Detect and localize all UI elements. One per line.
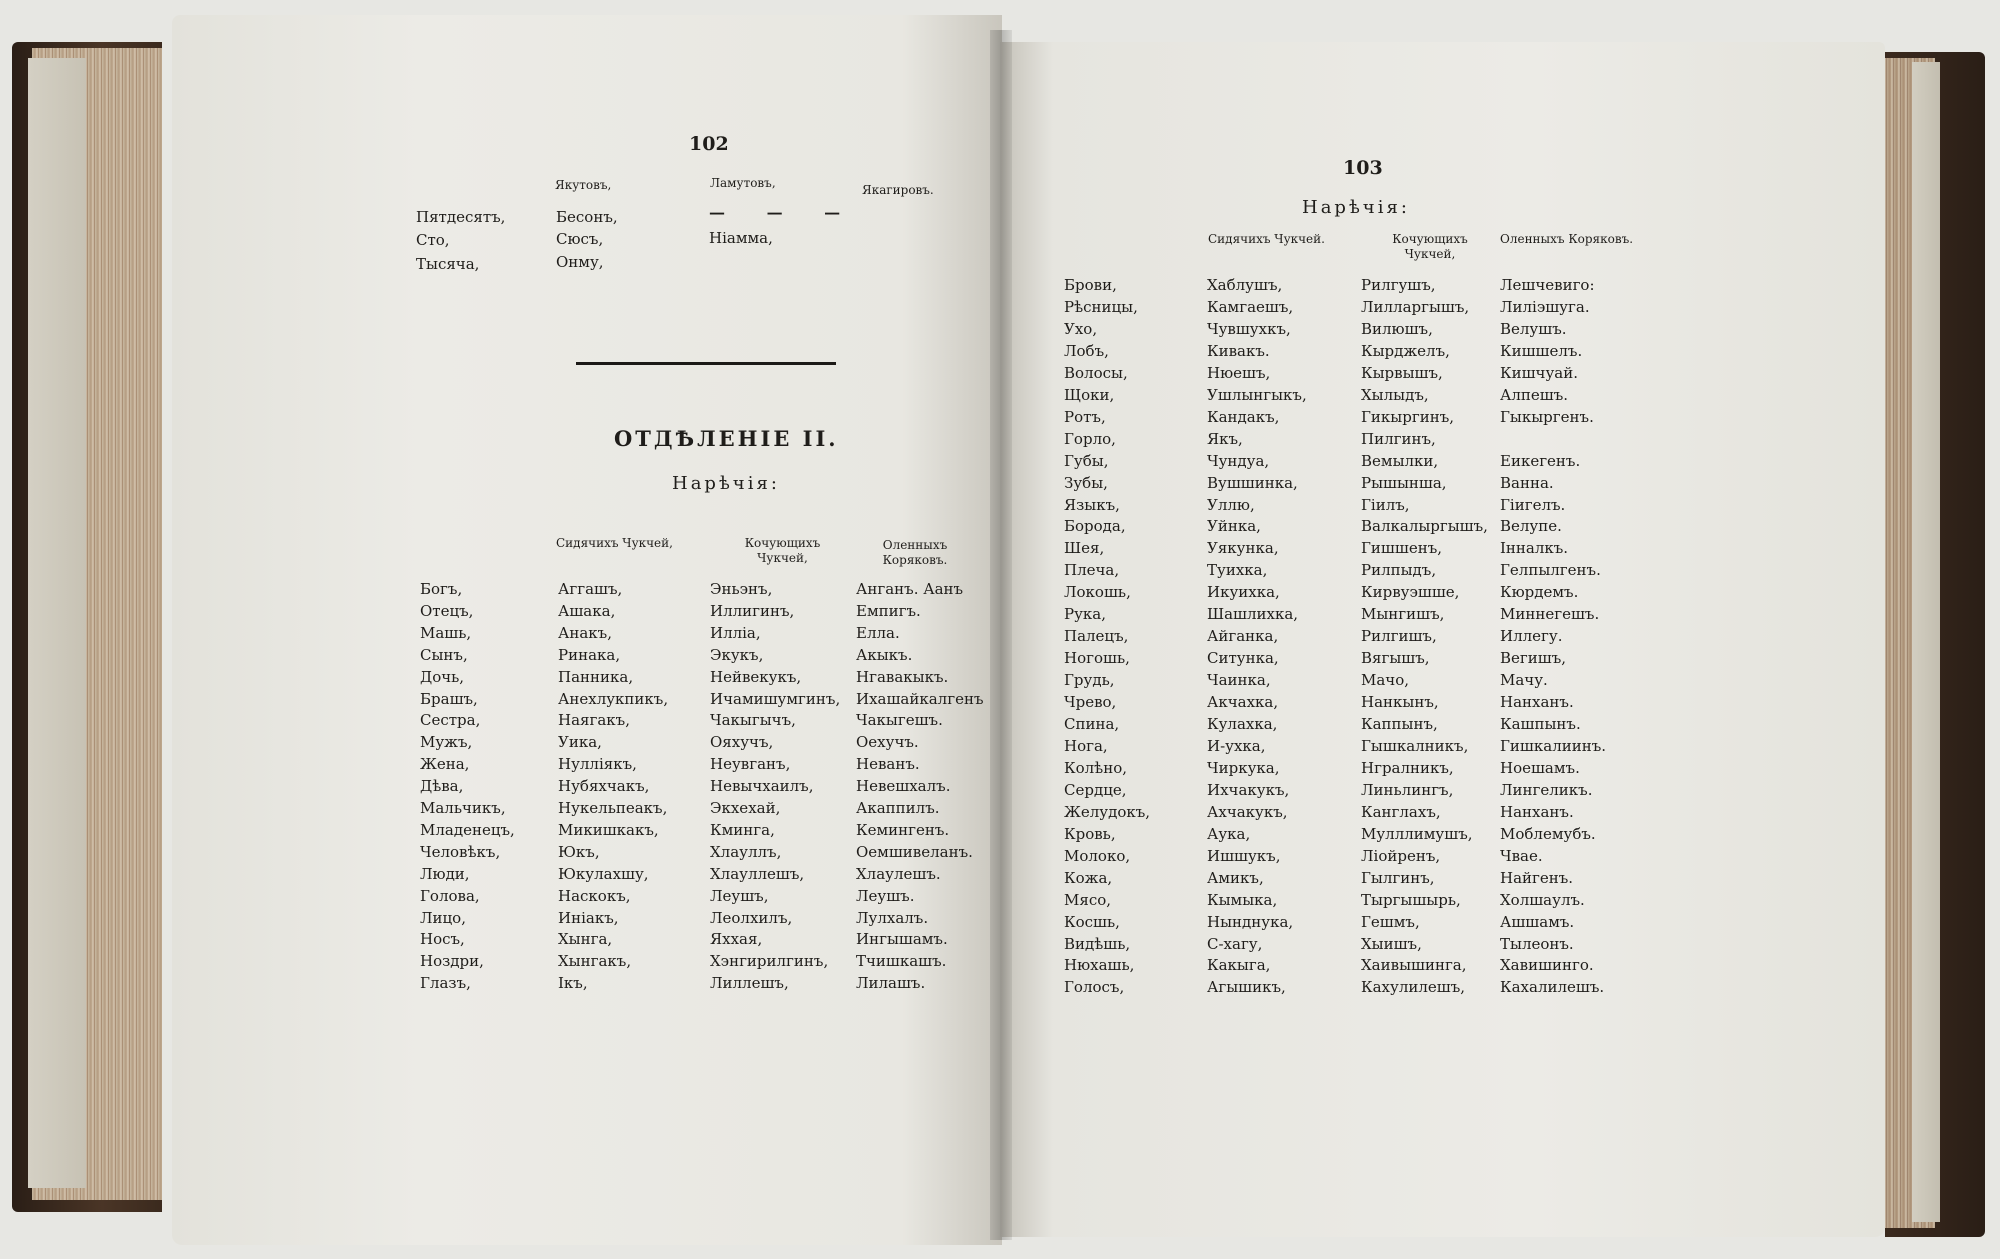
left-row-translation-3: Елла.	[856, 623, 900, 642]
left-row-word: Люди,	[420, 864, 470, 883]
left-subtitle: Нарѣчія:	[672, 473, 780, 494]
left-row-translation-3: Тчишкашъ.	[856, 952, 947, 971]
left-row-translation-3: Леушъ.	[856, 886, 915, 905]
right-row-word: Голосъ,	[1064, 978, 1125, 997]
right-row-translation-3: Гелпылгенъ.	[1500, 561, 1601, 580]
left-row-translation-1: Нубяхчакъ,	[558, 777, 650, 796]
right-row-word: Нога,	[1064, 736, 1108, 755]
right-row-translation-3: Інналкъ.	[1500, 539, 1569, 558]
left-top-header-3: Якагировъ.	[862, 183, 934, 197]
right-row-translation-3: Алпешъ.	[1500, 385, 1569, 404]
right-row-translation-2: Тыргышырь,	[1361, 890, 1461, 909]
right-row-word: Локошь,	[1064, 583, 1131, 602]
left-row-translation-1: Юкулахшу,	[558, 864, 649, 883]
left-row-word: Младенецъ,	[420, 820, 515, 839]
right-row-translation-2: Пилгинъ,	[1361, 429, 1436, 448]
right-row-translation-3: Кахалилешъ.	[1500, 978, 1605, 997]
left-row-word: Богъ,	[420, 580, 463, 598]
top-row-word: Пятдесятъ,	[416, 208, 506, 226]
left-row-translation-2: Леушъ,	[710, 886, 769, 905]
right-row-translation-1: Шашлихка,	[1207, 605, 1299, 624]
right-row-translation-1: Ихчакукъ,	[1207, 780, 1290, 799]
right-col-header-1: Сидячихъ Чукчей.	[1208, 232, 1325, 246]
left-row-word: Носъ,	[420, 930, 465, 949]
right-row-translation-3: Иллегу.	[1500, 627, 1563, 646]
top-row-c1: Бесонъ,	[556, 208, 618, 226]
left-row-translation-2: Илліа,	[710, 623, 761, 642]
right-row-translation-1: Чиркука,	[1207, 758, 1280, 777]
right-row-word: Спина,	[1064, 715, 1120, 733]
right-row-word: Ногошь,	[1064, 649, 1130, 668]
right-row-word: Горло,	[1064, 429, 1116, 448]
right-row-word: Губы,	[1064, 451, 1109, 470]
left-row-translation-3: Нгавакыкъ.	[856, 667, 949, 686]
right-row-translation-2: Нгралникъ,	[1361, 758, 1454, 777]
right-row-translation-2: Вягышъ,	[1361, 649, 1430, 668]
left-col-header-2: Кочующихъ Чукчей,	[744, 536, 821, 565]
left-row-translation-3: Оемшивеланъ.	[856, 842, 973, 861]
right-row-translation-2: Нанкынъ,	[1361, 693, 1439, 712]
left-row-word: Отецъ,	[420, 601, 474, 620]
left-row-translation-3: Емпигъ.	[856, 601, 921, 620]
right-row-translation-2: Гикыргинъ,	[1361, 407, 1455, 426]
right-row-word: Лобъ,	[1064, 341, 1109, 360]
top-row-c2-dashes: — — —	[709, 203, 859, 222]
right-row-translation-1: Камгаешъ,	[1207, 297, 1294, 316]
right-row-translation-3: Нанханъ.	[1500, 802, 1574, 821]
top-row-c2: Ніамма,	[709, 229, 773, 247]
left-row-word: Жена,	[420, 755, 470, 774]
left-row-translation-2: Экхехай,	[710, 799, 781, 817]
right-row-translation-1: Чувшухкъ,	[1207, 319, 1291, 338]
left-row-translation-3: Невешхалъ.	[856, 777, 951, 796]
left-row-translation-2: Чакыгычъ,	[710, 711, 796, 730]
right-row-word: Нюхашь,	[1064, 956, 1135, 975]
right-row-translation-1: Кандакъ,	[1207, 407, 1280, 426]
page-edges-left-fore	[28, 58, 86, 1188]
right-row-word: Грудь,	[1064, 671, 1115, 690]
book-gutter	[990, 30, 1012, 1240]
right-row-translation-3: Мачу.	[1500, 671, 1548, 690]
right-row-word: Рука,	[1064, 605, 1107, 624]
top-row-word: Тысяча,	[416, 255, 480, 273]
right-row-translation-2: Рышынша,	[1361, 473, 1447, 492]
left-row-translation-1: Нукельпеакъ,	[558, 799, 668, 817]
right-row-word: Мясо,	[1064, 890, 1112, 909]
right-row-word: Сердце,	[1064, 780, 1127, 799]
left-row-translation-2: Леолхилъ,	[710, 908, 793, 927]
left-row-translation-2: Яххая,	[710, 930, 763, 949]
right-row-word: Кровь,	[1064, 824, 1116, 843]
right-row-translation-1: Нюешъ,	[1207, 363, 1271, 382]
right-row-translation-3: Кишшелъ.	[1500, 341, 1583, 360]
right-row-word: Борода,	[1064, 517, 1126, 536]
left-row-translation-1: Наягакъ,	[558, 711, 630, 730]
right-row-translation-1: Якъ,	[1207, 429, 1243, 448]
right-row-translation-2: Гіилъ,	[1361, 495, 1410, 514]
right-row-translation-1: Икуихка,	[1207, 583, 1280, 602]
right-row-translation-3: Гіигелъ.	[1500, 495, 1566, 514]
left-col-header-3: Оленныхъ Коряковъ.	[882, 538, 948, 567]
right-row-translation-3: Еикегенъ.	[1500, 451, 1581, 470]
left-row-translation-3: Лилашъ.	[856, 974, 926, 993]
right-row-translation-1: Вушшинка,	[1207, 473, 1298, 492]
right-row-translation-3: Лиліэшуга.	[1500, 297, 1590, 316]
left-row-word: Сестра,	[420, 711, 481, 730]
right-page	[1000, 42, 1885, 1237]
left-row-translation-1: Иніакъ,	[558, 908, 619, 927]
left-row-translation-3: Лулхалъ.	[856, 908, 929, 927]
left-top-header-1: Якутовъ,	[555, 178, 612, 192]
right-row-translation-1: Хаблушъ,	[1207, 276, 1283, 294]
left-row-translation-3: Ингышамъ.	[856, 930, 948, 949]
right-row-translation-2: Мулллимушъ,	[1361, 824, 1473, 843]
left-row-translation-2: Экукъ,	[710, 645, 764, 664]
right-row-translation-2: Вилюшъ,	[1361, 319, 1433, 338]
left-col-header-1: Сидячихъ Чукчей,	[556, 536, 673, 550]
right-row-translation-1: Кулахка,	[1207, 715, 1278, 733]
left-row-word: Ноздри,	[420, 952, 484, 971]
left-row-translation-1: Ікъ,	[558, 974, 588, 993]
right-row-translation-2: Каппынъ,	[1361, 715, 1438, 733]
left-row-translation-1: Аггашъ,	[558, 580, 623, 598]
left-page-number: 102	[689, 133, 729, 155]
right-row-translation-1: Чаинка,	[1207, 671, 1271, 690]
page-edges-right-fore	[1912, 62, 1940, 1222]
left-row-translation-2: Хэнгирилгинъ,	[710, 952, 829, 971]
right-row-translation-1: Ишшукъ,	[1207, 846, 1281, 865]
right-col-header-2: Кочующихъ Чукчей,	[1392, 232, 1468, 261]
right-row-translation-3: Чвае.	[1500, 846, 1543, 865]
right-row-word: Языкъ,	[1064, 495, 1120, 514]
top-row-c1: Онму,	[556, 253, 604, 271]
right-row-translation-3: Велупе.	[1500, 517, 1562, 536]
right-row-translation-1: Нынднука,	[1207, 912, 1294, 931]
right-row-translation-1: Кымыка,	[1207, 890, 1278, 909]
left-row-translation-3: Хлаулешъ.	[856, 864, 941, 883]
right-col-header-3: Оленныхъ Коряковъ.	[1500, 232, 1634, 246]
right-row-word: Брови,	[1064, 276, 1117, 294]
left-row-translation-2: Ичамишумгинъ,	[710, 689, 841, 708]
left-top-header-2: Ламутовъ,	[710, 176, 776, 190]
right-row-translation-1: Акчахка,	[1207, 693, 1279, 712]
right-row-translation-1: Амикъ,	[1207, 868, 1264, 887]
right-row-word: Рѣсницы,	[1064, 297, 1138, 316]
right-row-translation-2: Кырвышъ,	[1361, 363, 1443, 382]
right-row-translation-1: Уякунка,	[1207, 539, 1279, 558]
right-row-translation-1: Кивакъ.	[1207, 341, 1270, 360]
right-row-translation-3: Хавишинго.	[1500, 956, 1594, 975]
right-row-translation-2: Кирвуэшше,	[1361, 583, 1460, 602]
top-row-c1: Сюсъ,	[556, 230, 604, 248]
left-row-translation-2: Нейвекукъ,	[710, 667, 802, 686]
right-row-translation-1: С-хагу,	[1207, 934, 1263, 953]
right-row-translation-2: Вемылки,	[1361, 451, 1439, 470]
right-row-translation-2: Кырджелъ,	[1361, 341, 1450, 360]
left-row-translation-1: Уика,	[558, 733, 602, 752]
right-row-translation-2: Хылыдъ,	[1361, 385, 1429, 404]
right-row-translation-2: Валкалыргышъ,	[1361, 517, 1488, 536]
right-row-translation-2: Лилларгышъ,	[1361, 297, 1470, 316]
right-row-word: Молоко,	[1064, 846, 1131, 865]
right-row-word: Зубы,	[1064, 473, 1108, 492]
right-row-translation-2: Рилгушъ,	[1361, 276, 1436, 294]
right-row-word: Волосы,	[1064, 363, 1128, 382]
right-row-word: Щоки,	[1064, 385, 1115, 404]
right-row-translation-3: Миннегешъ.	[1500, 605, 1600, 624]
left-row-translation-2: Эньэнъ,	[710, 580, 773, 598]
left-row-word: Дѣва,	[420, 777, 464, 796]
right-row-word: Колѣно,	[1064, 758, 1128, 777]
left-row-translation-2: Хлауллъ,	[710, 842, 782, 861]
left-row-word: Брашъ,	[420, 689, 478, 708]
right-row-translation-2: Гышкалникъ,	[1361, 736, 1469, 755]
right-row-translation-1: Чундуа,	[1207, 451, 1270, 470]
right-row-translation-2: Рилпыдъ,	[1361, 561, 1437, 580]
left-row-translation-1: Хынга,	[558, 930, 613, 949]
left-row-translation-3: Чакыгешъ.	[856, 711, 943, 730]
right-row-translation-2: Гылгинъ,	[1361, 868, 1435, 887]
right-row-translation-1: И-ухка,	[1207, 736, 1266, 755]
left-row-translation-2: Невычхаилъ,	[710, 777, 814, 796]
right-row-translation-3: Гыкыргенъ.	[1500, 407, 1594, 426]
right-row-translation-2: Мачо,	[1361, 671, 1410, 690]
left-row-translation-3: Акаппилъ.	[856, 799, 940, 817]
left-row-translation-2: Ояхучъ,	[710, 733, 774, 752]
right-row-translation-1: Уллю,	[1207, 495, 1255, 514]
right-row-translation-3: Ашшамъ.	[1500, 912, 1575, 931]
left-row-word: Дочь,	[420, 667, 465, 686]
right-row-translation-3: Гишкалиинъ.	[1500, 736, 1607, 755]
left-row-translation-3: Кемингенъ.	[856, 820, 950, 839]
section-divider-rule	[576, 362, 836, 365]
right-row-translation-2: Хыишъ,	[1361, 934, 1422, 953]
right-row-translation-1: Ситунка,	[1207, 649, 1279, 668]
right-row-translation-3: Найгенъ.	[1500, 868, 1574, 887]
right-row-word: Чрево,	[1064, 693, 1117, 712]
left-row-translation-2: Кминга,	[710, 820, 775, 839]
right-row-word: Ротъ,	[1064, 407, 1106, 426]
left-row-translation-3: Оехучъ.	[856, 733, 919, 752]
right-row-translation-2: Гешмъ,	[1361, 912, 1420, 931]
right-row-translation-3: Кашпынъ.	[1500, 715, 1581, 733]
right-row-translation-1: Ахчакукъ,	[1207, 802, 1288, 821]
left-row-word: Голова,	[420, 886, 480, 905]
left-row-word: Мальчикъ,	[420, 799, 506, 817]
left-row-translation-1: Юкъ,	[558, 842, 600, 861]
left-row-translation-1: Ринака,	[558, 645, 621, 664]
left-row-translation-3: Неванъ.	[856, 755, 920, 774]
right-page-number: 103	[1343, 157, 1383, 179]
right-row-translation-1: Агышикъ,	[1207, 978, 1286, 997]
right-row-word: Палецъ,	[1064, 627, 1129, 646]
right-row-translation-3: Кюрдемъ.	[1500, 583, 1579, 602]
right-row-translation-2: Ліойренъ,	[1361, 846, 1441, 865]
right-row-translation-1: Айганка,	[1207, 627, 1279, 646]
left-row-word: Человѣкъ,	[420, 842, 501, 861]
right-row-translation-2: Канглахъ,	[1361, 802, 1441, 821]
left-row-translation-2: Лиллешъ,	[710, 974, 789, 993]
left-row-translation-1: Панника,	[558, 667, 634, 686]
left-row-word: Сынъ,	[420, 645, 468, 664]
right-row-translation-2: Рилгишъ,	[1361, 627, 1437, 646]
left-row-word: Мужъ,	[420, 733, 473, 752]
left-row-translation-3: Ихашайкалгенъ	[856, 689, 984, 708]
right-row-translation-2: Хаивышинга,	[1361, 956, 1467, 975]
left-row-translation-1: Микишкакъ,	[558, 820, 659, 839]
right-row-translation-3: Ванна.	[1500, 473, 1554, 492]
right-row-translation-2: Линьлингъ,	[1361, 780, 1454, 799]
right-row-translation-3: Моблемубъ.	[1500, 824, 1596, 843]
right-row-translation-3: Ноешамъ.	[1500, 758, 1580, 777]
left-row-translation-1: Хынгакъ,	[558, 952, 632, 971]
left-row-translation-1: Наскокъ,	[558, 886, 631, 905]
right-row-translation-1: Туихка,	[1207, 561, 1268, 580]
right-row-translation-1: Аука,	[1207, 824, 1251, 843]
right-row-translation-3: Лешчевиго:	[1500, 276, 1595, 294]
left-row-translation-3: Анганъ. Аанъ	[856, 580, 964, 598]
right-subtitle: Нарѣчія:	[1302, 197, 1410, 218]
left-row-translation-1: Ашака,	[558, 601, 616, 620]
left-row-translation-2: Хлауллешъ,	[710, 864, 805, 883]
right-row-word: Косшь,	[1064, 912, 1120, 931]
right-row-translation-2: Мынгишъ,	[1361, 605, 1445, 624]
left-row-translation-3: Акыкъ.	[856, 645, 913, 664]
right-row-translation-3: Тылеонъ.	[1500, 934, 1574, 953]
left-row-word: Машь,	[420, 623, 472, 642]
left-row-translation-2: Иллигинъ,	[710, 601, 795, 620]
left-row-translation-1: Анехлукпикъ,	[558, 689, 669, 708]
right-row-translation-1: Уйнка,	[1207, 517, 1261, 536]
section-title: ОТДѢЛЕНІЕ II.	[614, 426, 839, 451]
right-row-word: Видѣшь,	[1064, 934, 1131, 953]
right-row-translation-3: Кишчуай.	[1500, 363, 1579, 382]
right-row-word: Шея,	[1064, 539, 1105, 558]
right-row-word: Плеча,	[1064, 561, 1120, 580]
right-row-word: Желудокъ,	[1064, 802, 1151, 821]
right-row-translation-3: Лингеликъ.	[1500, 780, 1593, 799]
right-row-translation-1: Ушлынгыкъ,	[1207, 385, 1307, 404]
right-row-translation-1: Какыга,	[1207, 956, 1271, 975]
top-row-word: Сто,	[416, 231, 450, 249]
right-row-translation-2: Гишшенъ,	[1361, 539, 1443, 558]
right-row-translation-3: Вегишъ,	[1500, 649, 1567, 668]
right-row-translation-2: Кахулилешъ,	[1361, 978, 1466, 997]
left-row-word: Глазъ,	[420, 974, 471, 993]
left-row-translation-1: Анакъ,	[558, 623, 612, 642]
left-row-word: Лицо,	[420, 908, 466, 927]
right-row-translation-3: Велушъ.	[1500, 319, 1567, 338]
right-row-translation-3: Нанханъ.	[1500, 693, 1574, 712]
left-row-translation-1: Нулліякъ,	[558, 755, 637, 774]
left-row-translation-2: Неувганъ,	[710, 755, 791, 774]
right-row-translation-3: Холшаулъ.	[1500, 890, 1585, 909]
right-row-word: Ухо,	[1064, 319, 1098, 338]
right-row-word: Кожа,	[1064, 868, 1113, 887]
